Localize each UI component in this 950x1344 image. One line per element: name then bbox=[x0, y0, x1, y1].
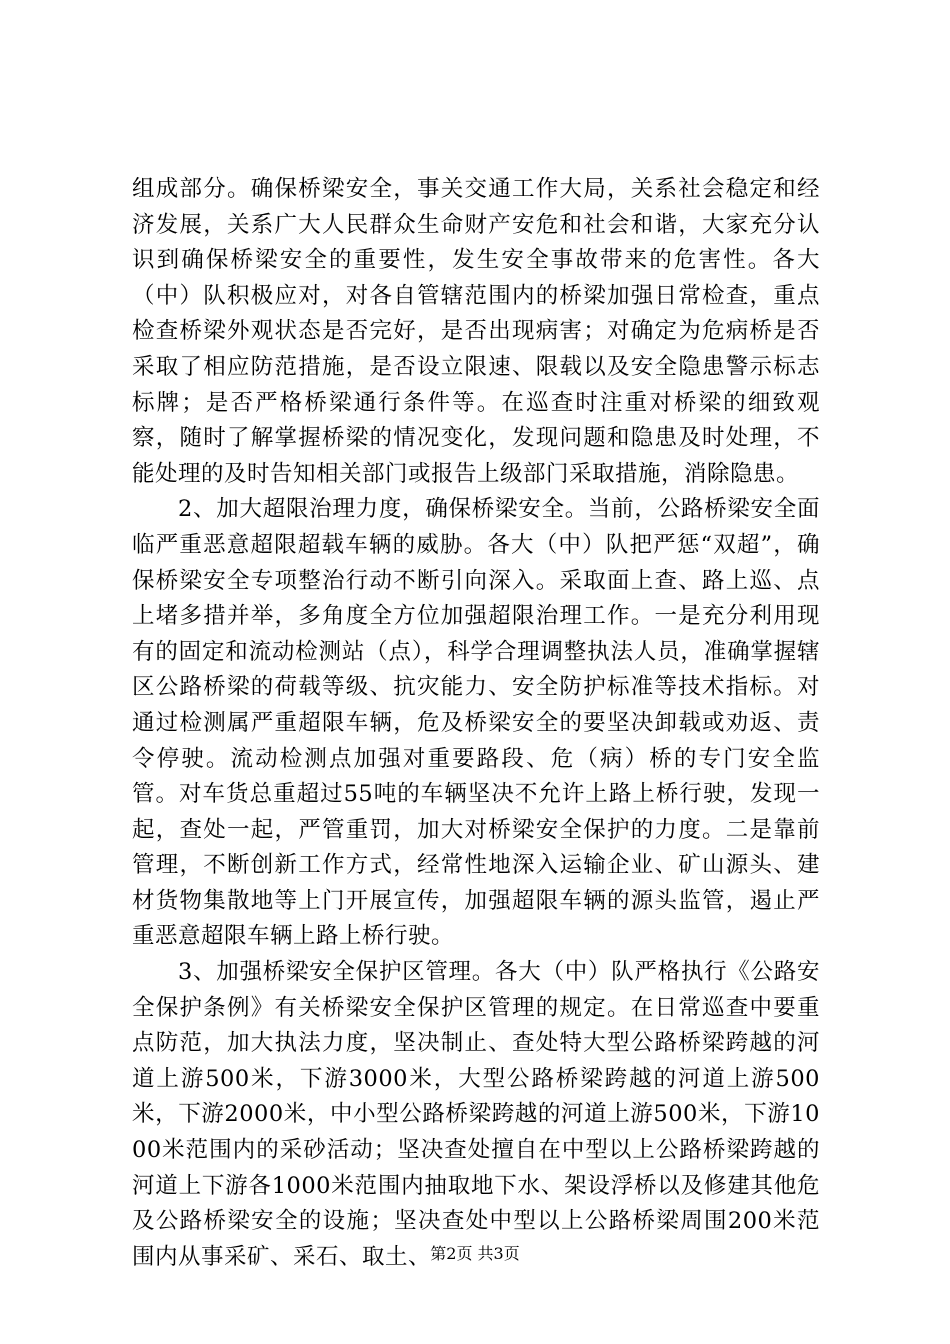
page-footer bbox=[0, 1243, 950, 1265]
paragraph-2: 2、加大超限治理力度，确保桥梁安全。当前，公路桥梁安全面临严重恶意超限超载车辆的威胁。各大（中）队把严惩“双超”，确保桥梁安全专项整治行动不断引向深入。采取面上查、路上巡、点上堵多措并举，多角度全方位加强超限治理工作。一是充分利用现有的固定和流动检测站（点），科学合理调整执法人员，准确掌握辖区公路桥梁的荷载等级、抗灾能力、安全防护标准等技术指标。对通过检测属严重超限车辆，危及桥梁安全的要坚决卸载或劝返、责令停驶。流动检测点加强对重要路段、危（病）桥的专门安全监管。对车货总重超过55吨的车辆坚决不允许上路上桥行驶，发现一起，查处一起，严管重罚，加大对桥梁安全保护的力度。二是靠前管理，不断创新工作方式，经常性地深入运输企业、矿山源头、建材货物集散地等上门开展宣传，加强超限车辆的源头监管，遏止严重恶意超限车辆上路上桥行驶。 bbox=[132, 496, 820, 950]
paragraph-1: 组成部分。确保桥梁安全，事关交通工作大局，关系社会稳定和经济发展，关系广大人民群众生命财产安危和社会和谐，大家充分认识到确保桥梁安全的重要性，发生安全事故带来的危害性。各大（中）队积极应对，对各自管辖范围内的桥梁加强日常检查，重点检查桥梁外观状态是否完好，是否出现病害；对确定为危病桥是否采取了相应防范措施，是否设立限速、限载以及安全隐患警示标志标牌；是否严格桥梁通行条件等。在巡查时注重对桥梁的细致观察，随时了解掌握桥梁的情况变化，发现问题和隐患及时处理，不能处理的及时告知相关部门或报告上级部门采取措施，消除隐患。 bbox=[132, 176, 820, 487]
paragraph-3: 3、加强桥梁安全保护区管理。各大（中）队严格执行《公路安全保护条例》有关桥梁安全保护区管理的规定。在日常巡查中要重点防范，加大执法力度，坚决制止、查处特大型公路桥梁跨越的河道上游500米，下游3000米，大型公路桥梁跨越的河道上游500米，下游2000米，中小型公路桥梁跨越的河道上游500米，下游1000米范围内的采砂活动；坚决查处擅自在中型以上公路桥梁跨越的河道上下游各1000米范围内抽取地下水、架设浮桥以及修建其他危及公路桥梁安全的设施；坚决查处中型以上公路桥梁周围200米范围内从事采矿、采石、取土、 bbox=[132, 959, 820, 1270]
page-number-label: 第2页 共3页 bbox=[430, 1244, 520, 1263]
document-body bbox=[132, 172, 820, 1275]
